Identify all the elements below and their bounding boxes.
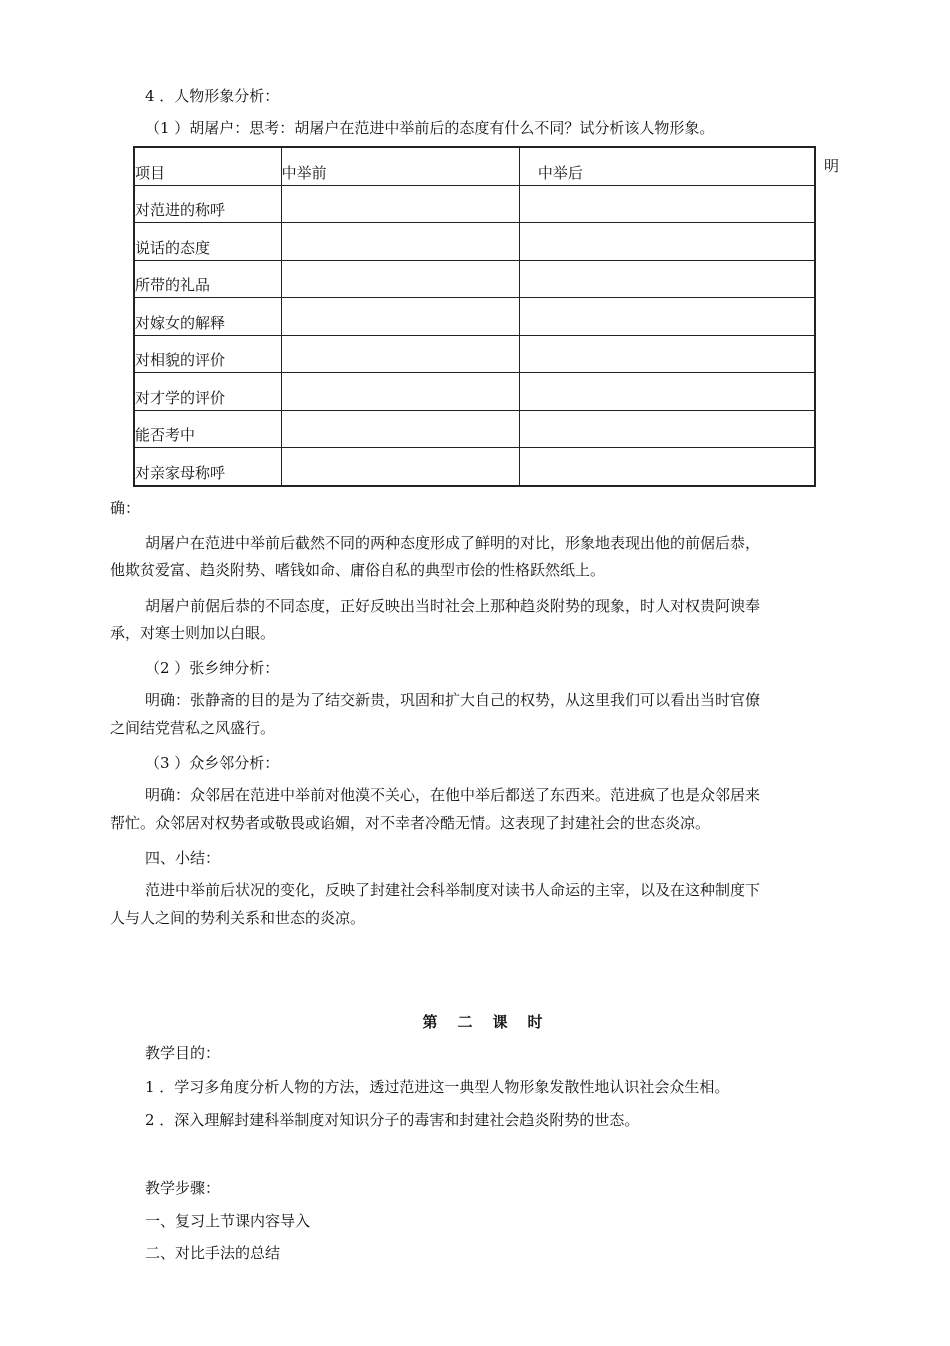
table-cell <box>134 298 281 336</box>
paragraph-line: 他欺贫爱富、趋炎附势、嗜钱如命、庸俗自私的典型市侩的性格跃然纸上。 <box>110 561 606 579</box>
margin-text: 明 <box>824 157 840 175</box>
summary-title: 四、小结： <box>145 849 221 867</box>
continuation-label: 确： <box>110 499 141 517</box>
row-label: 所带的礼品 <box>135 276 211 294</box>
paragraph-line: 帮忙。众邻居对权势者或敬畏或谄媚，对不幸者冷酷无情。这表现了封建社会的世态炎凉。 <box>110 814 711 832</box>
table-cell <box>281 185 519 223</box>
table-cell <box>519 298 815 336</box>
paragraph-line: 承，对寒士则加以白眼。 <box>110 624 276 642</box>
table-header-cell <box>134 147 281 185</box>
table-cell <box>134 185 281 223</box>
table-row <box>134 373 815 411</box>
table-cell <box>281 223 519 261</box>
table-cell <box>281 373 519 411</box>
row-label: 对范进的称呼 <box>135 201 226 219</box>
step-item: 二、对比手法的总结 <box>145 1244 281 1262</box>
table-row <box>134 298 815 336</box>
table-cell <box>134 410 281 448</box>
table-cell <box>281 448 519 486</box>
row-label: 对亲家母称呼 <box>135 463 226 482</box>
subsection-neighbors: （3 ）众乡邻分析： <box>145 754 280 772</box>
row-label: 对才学的评价 <box>135 388 226 407</box>
row-label: 对相貌的评价 <box>135 351 226 369</box>
header-item: 项目 <box>135 163 166 182</box>
table-cell <box>519 185 815 223</box>
table-row <box>134 448 815 486</box>
table-header-row <box>134 147 815 185</box>
table-cell <box>134 260 281 298</box>
subsection-hutuhu: （1 ）胡屠户：思考：胡屠户在范进中举前后的态度有什么不同？试分析该人物形象。 <box>145 119 715 137</box>
table-cell <box>519 260 815 298</box>
step-item: 一、复习上节课内容导入 <box>145 1212 311 1230</box>
table-row <box>134 260 815 298</box>
table-cell <box>134 373 281 411</box>
table-cell <box>519 373 815 411</box>
table-cell <box>519 448 815 486</box>
objective-item: 2 ．深入理解封建科举制度对知识分子的毒害和封建社会趋炎附势的世态。 <box>145 1111 640 1129</box>
table-header-cell <box>281 147 519 185</box>
lesson-heading: 第二课时 <box>422 1013 563 1031</box>
header-before: 中举前 <box>281 163 327 182</box>
paragraph-line: 胡屠户在范进中举前后截然不同的两种态度形成了鲜明的对比，形象地表现出他的前倨后恭， <box>145 534 761 552</box>
paragraph-line: 明确：张静斋的目的是为了结交新贵，巩固和扩大自己的权势，从这里我们可以看出当时官僚 <box>145 691 761 709</box>
paragraph-line: 明确：众邻居在范进中举前对他漠不关心，在他中举后都送了东西来。范进疯了也是众邻居来 <box>145 786 761 804</box>
paragraph-line: 范进中举前后状况的变化，反映了封建社会科举制度对读书人命运的主宰，以及在这种制度下 <box>145 881 761 899</box>
table-header-cell <box>519 147 815 185</box>
table-cell <box>281 335 519 373</box>
paragraph-line: 胡屠户前倨后恭的不同态度，正好反映出当时社会上那种趋炎附势的现象，时人对权贵阿谀奉 <box>145 597 761 615</box>
table-row <box>134 335 815 373</box>
comparison-table <box>133 146 816 487</box>
objectives-title: 教学目的： <box>145 1044 221 1062</box>
table-cell <box>134 335 281 373</box>
row-label: 对嫁女的解释 <box>135 313 226 332</box>
table-cell <box>281 298 519 336</box>
table-cell <box>134 448 281 486</box>
table-row <box>134 185 815 223</box>
row-label: 能否考中 <box>135 426 196 444</box>
table-cell <box>519 335 815 373</box>
table-row <box>134 410 815 448</box>
table-cell <box>134 223 281 261</box>
section-title: 4 ．人物形象分析： <box>145 87 280 105</box>
table-cell <box>281 410 519 448</box>
paragraph-line: 人与人之间的势利关系和世态的炎凉。 <box>110 909 366 927</box>
subsection-zhangxiangshen: （2 ）张乡绅分析： <box>145 659 280 677</box>
header-after: 中举后 <box>537 163 583 182</box>
table-cell <box>519 410 815 448</box>
table-cell <box>281 260 519 298</box>
paragraph-line: 之间结党营私之风盛行。 <box>110 719 276 737</box>
objective-item: 1 ．学习多角度分析人物的方法，透过范进这一典型人物形象发散性地认识社会众生相。 <box>145 1078 730 1096</box>
table-cell <box>519 223 815 261</box>
row-label: 说话的态度 <box>135 238 211 257</box>
table-row <box>134 223 815 261</box>
steps-title: 教学步骤： <box>145 1179 221 1197</box>
